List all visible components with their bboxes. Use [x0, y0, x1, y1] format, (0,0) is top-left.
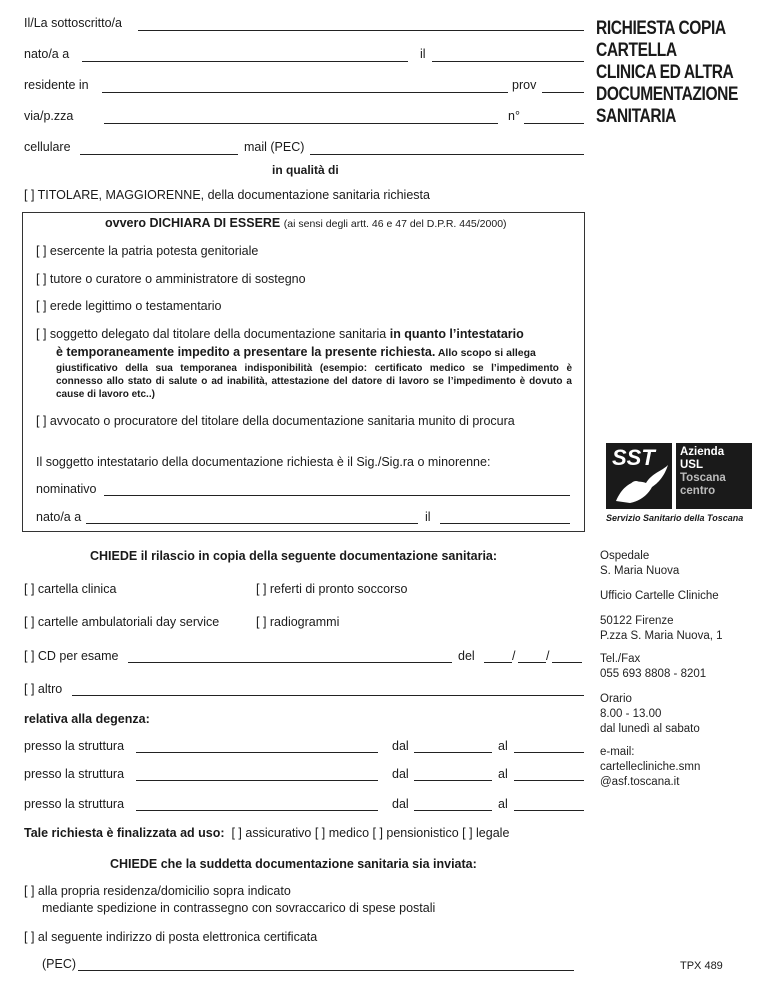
sst-logo-text: SST	[612, 445, 655, 470]
form-code: TPX 489	[680, 960, 723, 972]
delegato-text: [ ] soggetto delegato dal titolare della documentazione sanitaria	[36, 327, 390, 341]
option-patria-potesta[interactable]: [ ] esercente la patria potesta genitoriale	[36, 244, 259, 258]
sidebar-tel-1: Tel./Fax	[600, 653, 641, 665]
field-mail[interactable]	[310, 154, 584, 155]
box-heading-note: (ai sensi degli artt. 46 e 47 del D.P.R. 445/2000)	[283, 218, 507, 230]
field-nato-a[interactable]	[82, 61, 408, 62]
label-dal-3: dal	[392, 797, 409, 811]
field-altro[interactable]	[72, 695, 584, 696]
sidebar-ospedale-1: Ospedale	[600, 550, 650, 562]
sidebar-ufficio: Ufficio Cartelle Cliniche	[600, 590, 719, 602]
sidebar-tel-2: 055 693 8808 - 8201	[600, 668, 707, 680]
field-struttura-1[interactable]	[136, 752, 378, 753]
field-al-3[interactable]	[514, 810, 584, 811]
pegasus-icon	[606, 443, 672, 509]
label-al-2: al	[498, 767, 508, 781]
field-via[interactable]	[104, 123, 498, 124]
label-al-1: al	[498, 739, 508, 753]
label-intestatario-nato: nato/a a	[36, 510, 82, 524]
finalita-label: Tale richiesta è finalizzata ad uso:	[24, 826, 225, 840]
sst-logo-mark	[606, 443, 672, 509]
box-heading-text: ovvero DICHIARA DI ESSERE	[105, 216, 281, 230]
box-heading	[105, 216, 507, 230]
delegato-line2	[56, 345, 536, 359]
date-sep-2: /	[546, 649, 550, 663]
doc-cd[interactable]: [ ] CD per esame	[24, 649, 119, 663]
label-sottoscritto: Il/La sottoscritto/a	[24, 16, 122, 30]
field-residente[interactable]	[102, 92, 508, 93]
usl-logo-block	[676, 443, 752, 509]
doc-altro[interactable]: [ ] altro	[24, 682, 63, 696]
intestatario-text: Il soggetto intestatario della documentazione richiesta è il Sig./Sig.ra o minorenne:	[36, 455, 491, 469]
field-nominativo[interactable]	[104, 495, 570, 496]
finalita-options[interactable]: [ ] assicurativo [ ] medico [ ] pensionistico [ ] legale	[231, 826, 510, 840]
sidebar-addr-2: P.zza S. Maria Nuova, 1	[600, 630, 723, 642]
sidebar-orario-3: dal lunedì al sabato	[600, 723, 700, 735]
delegato-giustificativo: giustificativo della sua temporanea indisponibilità (esempio: certificato medico se l’impedimento è connesso allo stato di salute o ad inabilità, attestazione del datore di lavoro se l’impedimento è dovuto a cause di lavoro etc..)	[56, 363, 572, 400]
doc-radiogrammi[interactable]: [ ] radiogrammi	[256, 615, 340, 629]
sst-logo	[606, 443, 756, 531]
option-erede[interactable]: [ ] erede legittimo o testamentario	[36, 299, 222, 313]
field-del-month[interactable]	[518, 662, 546, 663]
sidebar-orario-1: Orario	[600, 693, 632, 705]
logo-servizio: Servizio Sanitario della Toscana	[606, 513, 744, 523]
label-cellulare: cellulare	[24, 140, 71, 154]
doc-ambulatoriali[interactable]: [ ] cartelle ambulatoriali day service	[24, 615, 220, 629]
date-sep-1: /	[512, 649, 516, 663]
option-tutore[interactable]: [ ] tutore o curatore o amministratore di sostegno	[36, 272, 306, 286]
degenza-heading: relativa alla degenza:	[24, 712, 150, 726]
label-dal-1: dal	[392, 739, 409, 753]
field-del-day[interactable]	[484, 662, 512, 663]
delegato-allega-text: Allo scopo si allega	[435, 347, 536, 359]
sidebar-address	[600, 614, 723, 644]
label-mail: mail (PEC)	[244, 140, 305, 154]
doc-cartella-clinica[interactable]: [ ] cartella clinica	[24, 582, 117, 596]
label-via: via/p.zza	[24, 109, 74, 123]
field-prov[interactable]	[542, 92, 584, 93]
sidebar-email	[600, 745, 700, 790]
doc-referti[interactable]: [ ] referti di pronto soccorso	[256, 582, 408, 596]
titolare-checkbox[interactable]: [ ] TITOLARE, MAGGIORENNE, della documentazione sanitaria richiesta	[24, 188, 430, 202]
field-pec[interactable]	[78, 970, 574, 971]
field-dal-3[interactable]	[414, 810, 492, 811]
delegato-bold-text: in quanto l’intestatario	[389, 327, 524, 341]
label-struttura-3: presso la struttura	[24, 797, 125, 811]
sidebar-ospedale	[600, 549, 679, 579]
label-del: del	[458, 649, 475, 663]
sidebar-tel	[600, 652, 706, 682]
field-struttura-3[interactable]	[136, 810, 378, 811]
logo-centro: centro	[680, 485, 716, 497]
label-il: il	[420, 47, 426, 61]
label-struttura-1: presso la struttura	[24, 739, 125, 753]
label-numero: n°	[508, 109, 520, 123]
label-nominativo: nominativo	[36, 482, 97, 496]
label-pec: (PEC)	[42, 957, 77, 971]
logo-toscana: Toscana	[680, 472, 726, 484]
invio-residenza-note: mediante spedizione in contrassegno con sovraccarico di spese postali	[42, 901, 436, 915]
option-avvocato[interactable]: [ ] avvocato o procuratore del titolare della documentazione sanitaria munito di procura	[36, 414, 515, 428]
sidebar-orario-2: 8.00 - 13.00	[600, 708, 662, 720]
label-nato-a: nato/a a	[24, 47, 70, 61]
label-prov: prov	[512, 78, 537, 92]
option-delegato[interactable]	[36, 327, 524, 341]
logo-usl: USL	[680, 459, 703, 471]
label-struttura-2: presso la struttura	[24, 767, 125, 781]
in-qualita-heading: in qualità di	[272, 163, 339, 177]
field-intestatario-nato[interactable]	[86, 523, 418, 524]
field-cd-esame[interactable]	[128, 662, 452, 663]
field-intestatario-il[interactable]	[440, 523, 570, 524]
sidebar-orario	[600, 692, 700, 737]
chiede-invio-heading: CHIEDE che la suddetta documentazione sanitaria sia inviata:	[110, 857, 477, 871]
label-dal-2: dal	[392, 767, 409, 781]
field-sottoscritto[interactable]	[138, 30, 584, 31]
page-title: RICHIESTA COPIA CARTELLA CLINICA ED ALTRA DOCUMENTAZIONE SANITARIA	[596, 18, 738, 127]
sidebar-email-1: e-mail:	[600, 746, 635, 758]
label-residente: residente in	[24, 78, 89, 92]
field-dal-1[interactable]	[414, 752, 492, 753]
field-numero[interactable]	[524, 123, 584, 124]
invio-residenza[interactable]: [ ] alla propria residenza/domicilio sopra indicato	[24, 884, 291, 898]
delegato-impedito-text: è temporaneamente impedito a presentare la presente richiesta.	[56, 345, 436, 359]
field-dal-2[interactable]	[414, 780, 492, 781]
field-al-2[interactable]	[514, 780, 584, 781]
field-il[interactable]	[432, 61, 584, 62]
sidebar-email-2: cartellecliniche.smn	[600, 761, 701, 773]
sidebar-ospedale-2: S. Maria Nuova	[600, 565, 680, 577]
field-struttura-2[interactable]	[136, 780, 378, 781]
invio-pec[interactable]: [ ] al seguente indirizzo di posta elettronica certificata	[24, 930, 318, 944]
label-intestatario-il: il	[425, 510, 431, 524]
chiede-rilascio-heading: CHIEDE il rilascio in copia della seguente documentazione sanitaria:	[90, 549, 498, 563]
sidebar-addr-1: 50122 Firenze	[600, 615, 674, 627]
field-al-1[interactable]	[514, 752, 584, 753]
logo-azienda: Azienda	[680, 446, 725, 458]
finalita-row	[24, 826, 509, 840]
field-cellulare[interactable]	[80, 154, 238, 155]
label-al-3: al	[498, 797, 508, 811]
sidebar-email-3: @asf.toscana.it	[600, 776, 680, 788]
field-del-year[interactable]	[552, 662, 582, 663]
